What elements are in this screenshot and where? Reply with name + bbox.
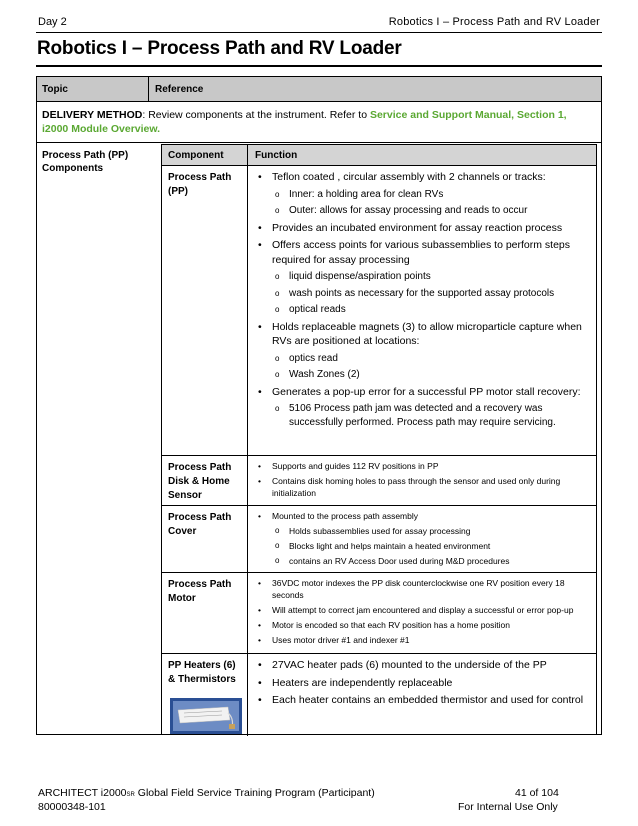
bullet-icon: • <box>258 385 262 398</box>
manual-reference-link[interactable]: Service and Support Manual, Section 1, i2000 Module Overview. <box>42 109 567 135</box>
bullet-icon: • <box>258 659 262 671</box>
table-row <box>162 654 596 736</box>
component-name: Process Path Motor <box>168 579 232 604</box>
sub-bullet-icon: o <box>275 556 280 565</box>
topic-reference-table <box>36 76 602 735</box>
header-rule <box>36 32 602 33</box>
footer-program: ARCHITECT i2000SR Global Field Service Training Program (Participant) <box>38 787 375 799</box>
function-item: o Wash Zones (2) <box>275 369 360 380</box>
header-day: Day 2 <box>38 16 67 28</box>
function-item: • Generates a pop-up error for a successful PP motor stall recovery: <box>258 385 581 398</box>
function-item: • Provides an incubated environment for assay reaction process <box>258 221 563 234</box>
reference-column-header: Reference <box>155 84 204 95</box>
function-list <box>255 170 593 432</box>
sub-bullet-icon: o <box>275 189 280 199</box>
function-item: • Heaters are independently replaceable <box>258 676 453 689</box>
component-name: Process Path Cover <box>168 512 232 537</box>
function-item: o 5106 Process path jam was detected and a recovery was successfully performed. Process path may require servicing. <box>275 403 556 428</box>
page-header <box>36 16 600 32</box>
bullet-icon: • <box>258 605 261 615</box>
function-item: • Each heater contains an embedded thermistor and used for control <box>258 694 584 706</box>
component-column-header: Component <box>168 150 224 161</box>
function-item: o liquid dispense/aspiration points <box>275 271 431 282</box>
function-item: o wash points as necessary for the supported assay protocols <box>275 287 555 299</box>
component-name: Process Path Disk & Home Sensor <box>168 462 232 501</box>
function-item: • 36VDC motor indexes the PP disk counterclockwise one RV position every 18 seconds <box>258 578 565 600</box>
inner-header-row <box>162 145 596 166</box>
function-item: • Contains disk homing holes to pass through the sensor and used only during initialization <box>258 476 561 498</box>
bullet-icon: • <box>258 694 262 706</box>
function-list <box>255 577 593 649</box>
bullet-icon: • <box>258 221 262 234</box>
bullet-icon: • <box>258 476 261 486</box>
function-list <box>255 510 593 570</box>
bullet-icon: • <box>258 511 261 521</box>
function-item: • 27VAC heater pads (6) mounted to the underside of the PP <box>258 659 547 671</box>
function-item: • Offers access points for various subassemblies to perform steps required for assay processing <box>258 239 571 266</box>
function-item: • Will attempt to correct jam encountered and display a successful or error pop-up <box>258 605 574 615</box>
bullet-icon: • <box>258 635 261 645</box>
component-function-table <box>161 144 597 735</box>
bullet-icon: • <box>258 676 262 689</box>
function-item: o Blocks light and helps maintain a heated environment <box>275 541 491 551</box>
footer-page-number: 41 of 104 <box>515 787 559 799</box>
bullet-icon: • <box>258 620 261 630</box>
sub-bullet-icon: o <box>275 526 280 535</box>
function-item: o Holds subassemblies used for assay processing <box>275 526 471 536</box>
bullet-icon: • <box>258 171 262 183</box>
function-item: o contains an RV Access Door used during M&D procedures <box>275 556 510 566</box>
function-item: • Supports and guides 112 RV positions in PP <box>258 461 439 471</box>
header-module: Robotics I – Process Path and RV Loader <box>388 16 600 28</box>
function-item: o optical reads <box>275 304 346 315</box>
function-item: o Outer: allows for assay processing and reads to occur <box>275 205 528 216</box>
function-item: o Inner: a holding area for clean RVs <box>275 188 444 200</box>
component-name: Process Path (PP) <box>168 172 232 197</box>
bullet-icon: • <box>258 320 262 333</box>
heater-pad-photo <box>170 698 242 734</box>
component-name: PP Heaters (6) & Thermistors <box>168 660 236 685</box>
sub-bullet-icon: o <box>275 288 280 298</box>
sub-bullet-icon: o <box>275 353 280 363</box>
function-item: • Uses motor driver #1 and indexer #1 <box>258 635 410 645</box>
table-row <box>162 456 596 506</box>
function-column-header: Function <box>255 150 298 161</box>
footer-doc-number: 80000348-101 <box>38 801 106 813</box>
table-header-row <box>37 77 601 102</box>
sub-bullet-icon: o <box>275 272 280 281</box>
table-row <box>162 166 596 456</box>
function-item: • Teflon coated , circular assembly with 2 channels or tracks: <box>258 171 546 183</box>
sub-bullet-icon: o <box>275 541 280 550</box>
bullet-icon: • <box>258 578 261 588</box>
function-item: • Holds replaceable magnets (3) to allow microparticle capture when RVs are positioned at locations: <box>258 320 582 347</box>
bullet-icon: • <box>258 461 261 471</box>
sub-bullet-icon: o <box>275 404 280 413</box>
table-row <box>162 573 596 654</box>
function-item: o optics read <box>275 352 338 364</box>
table-row <box>162 506 596 573</box>
delivery-method-row <box>37 102 601 143</box>
delivery-method-text: : Review components at the instrument. Refer to <box>142 109 370 121</box>
function-item: • Mounted to the process path assembly <box>258 511 418 521</box>
sub-bullet-icon: o <box>275 206 280 215</box>
delivery-method-label: DELIVERY METHOD <box>42 109 143 121</box>
sub-bullet-icon: o <box>275 370 280 379</box>
topic-cell: Process Path (PP) Components <box>42 150 129 174</box>
page-title: Robotics I – Process Path and RV Loader <box>37 38 402 59</box>
topic-column-header: Topic <box>42 84 68 95</box>
function-list <box>255 460 593 502</box>
bullet-icon: • <box>258 239 262 251</box>
footer-usage: For Internal Use Only <box>458 801 558 813</box>
title-rule <box>36 65 602 67</box>
sub-bullet-icon: o <box>275 305 280 314</box>
function-list <box>255 658 593 711</box>
function-item: • Motor is encoded so that each RV position has a home position <box>258 620 510 630</box>
